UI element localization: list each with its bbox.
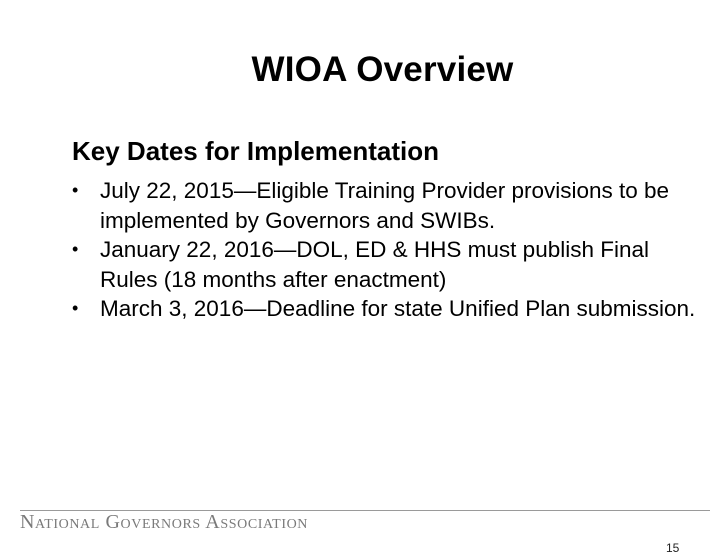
bullet-icon: • <box>72 180 79 200</box>
list-item <box>72 235 712 294</box>
bullet-text: July 22, 2015—Eligible Training Provider provisions to be implemented by Governors and SWIBs. <box>100 178 670 233</box>
bullet-list <box>72 176 712 324</box>
bullet-text: January 22, 2016—DOL, ED & HHS must publish Final Rules (18 months after enactment) <box>100 237 649 292</box>
bullet-icon: • <box>72 298 79 318</box>
page-number: 15 <box>666 541 680 555</box>
list-item <box>72 176 712 235</box>
footer-organization-logo: National Governors Association <box>20 511 309 533</box>
bullet-icon: • <box>72 239 79 259</box>
list-item <box>72 294 712 324</box>
section-subheading: Key Dates for Implementation <box>72 136 439 166</box>
slide-title: WIOA Overview <box>251 50 514 89</box>
bullet-text: March 3, 2016—Deadline for state Unified Plan submission. <box>100 296 696 321</box>
